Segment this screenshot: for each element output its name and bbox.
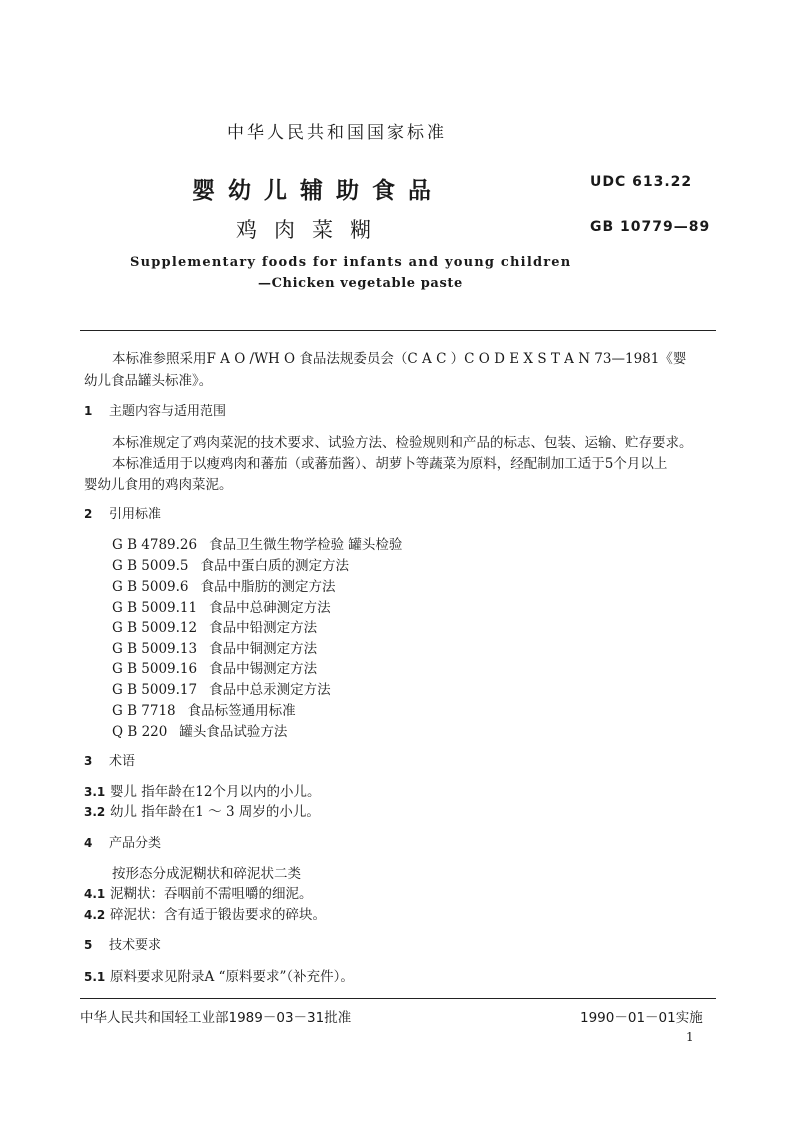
reference-item: G B 5009.11 食品中总砷测定方法 (112, 600, 331, 616)
section-2-heading (84, 503, 161, 522)
implementation-date: 1990－01－01实施 (580, 1010, 703, 1026)
section-4-title: 产品分类 (109, 836, 162, 851)
reference-item: G B 5009.17 食品中总汞测定方法 (112, 682, 331, 698)
section-1-para-2-line-1: 本标准适用于以瘦鸡肉和蕃茄（或蕃茄酱）、胡萝卜等蔬菜为原料，经配制加工适于5个月以上 (112, 456, 668, 472)
section-1-number: 1 (84, 404, 93, 418)
section-3-heading (84, 750, 135, 769)
section-2-number: 2 (84, 507, 93, 521)
section-5-title: 技术要求 (109, 938, 162, 953)
footer-divider (80, 998, 716, 999)
gb-number: GB 10779—89 (590, 219, 711, 235)
title-line-2: 鸡肉菜糊 (236, 218, 388, 242)
reference-item: G B 4789.26 食品卫生微生物学检验 罐头检验 (112, 537, 403, 553)
approval-date: 中华人民共和国轻工业部1989－03－31批准 (80, 1010, 352, 1026)
reference-item: G B 7718 食品标签通用标准 (112, 703, 296, 719)
page-number: 1 (686, 1030, 694, 1044)
english-title-line-1: Supplementary foods for infants and young children (130, 255, 572, 270)
term-item: 3.1 婴儿 指年龄在12个月以内的小儿。 (84, 784, 321, 800)
reference-item: Q B 220 罐头食品试验方法 (112, 724, 288, 740)
section-2-title: 引用标准 (109, 507, 162, 522)
section-3-number: 3 (84, 754, 93, 768)
section-1-para-2-line-2: 婴幼儿食用的鸡肉菜泥。 (84, 477, 233, 493)
section-1-title: 主题内容与适用范围 (109, 404, 227, 419)
classification-item: 4.2 碎泥状：含有适于锻齿要求的碎块。 (84, 907, 326, 923)
section-4-heading (84, 832, 161, 851)
udc-code: UDC 613.22 (590, 174, 693, 190)
section-4-number: 4 (84, 836, 93, 850)
section-1-para-1: 本标准规定了鸡肉菜泥的技术要求、试验方法、检验规则和产品的标志、包装、运输、贮存要求。 (112, 435, 693, 451)
reference-item: G B 5009.6 食品中脂肪的测定方法 (112, 579, 336, 595)
reference-item: G B 5009.5 食品中蛋白质的测定方法 (112, 558, 350, 574)
title-line-1: 婴幼儿辅助食品 (192, 178, 444, 204)
intro-line-1: 本标准参照采用F A O /WH O 食品法规委员会（C A C ）C O D E X S T A N 73—1981《婴 (112, 351, 687, 367)
section-3-title: 术语 (109, 754, 136, 769)
reference-item: G B 5009.16 食品中锡测定方法 (112, 661, 318, 677)
section-5-number: 5 (84, 938, 93, 952)
section-5-heading (84, 934, 161, 953)
section-1-heading (84, 400, 226, 419)
term-item: 3.2 幼儿 指年龄在1 ～ 3 周岁的小儿。 (84, 804, 320, 820)
intro-line-2: 幼儿食品罐头标准》。 (84, 373, 213, 389)
country-standard-heading: 中华人民共和国国家标准 (227, 123, 447, 143)
header-divider (80, 330, 716, 331)
requirement-item: 5.1 原料要求见附录A “原料要求”（补充件）。 (84, 969, 354, 985)
reference-item: G B 5009.13 食品中铜测定方法 (112, 641, 318, 657)
reference-item: G B 5009.12 食品中铅测定方法 (112, 620, 318, 636)
section-4-lead: 按形态分成泥糊状和碎泥状二类 (112, 866, 301, 882)
english-title-line-2: —Chicken vegetable paste (258, 276, 463, 291)
classification-item: 4.1 泥糊状：吞咽前不需咀嚼的细泥。 (84, 886, 313, 902)
